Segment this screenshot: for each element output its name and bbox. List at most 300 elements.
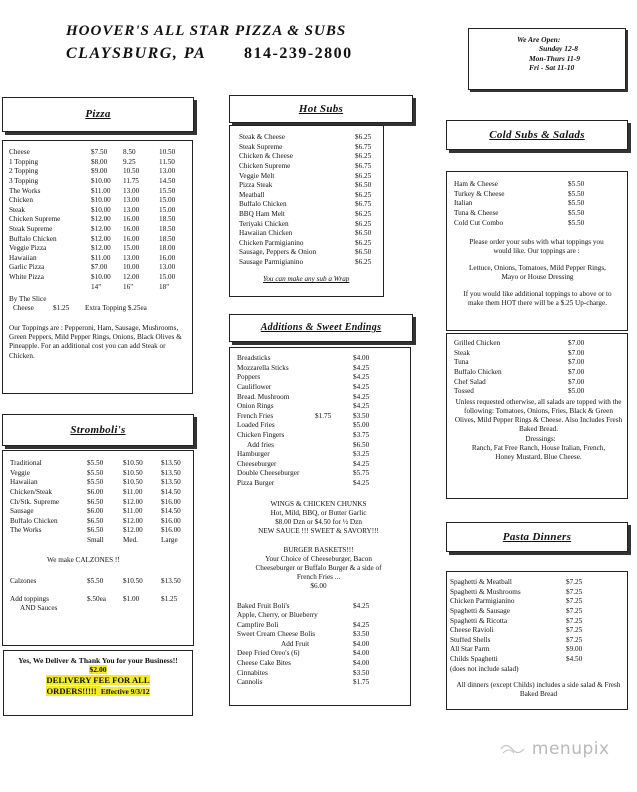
strombolis-title: Stromboli's [70, 423, 126, 436]
hot-sub-item [239, 171, 383, 181]
hot-sub-item-price: $6.25 [355, 172, 372, 180]
pizza-item [9, 282, 192, 292]
pasta-note: All dinners (except Childs) includes a side salad & Fresh Baked Bread [456, 680, 621, 698]
cold-sub-item-price: $5.50 [568, 219, 585, 227]
stromboli-item-price-small: $6.50 [87, 527, 104, 535]
addition-item [237, 392, 410, 402]
sweet-item-name: Cannolis [237, 679, 263, 687]
stromboli-item [10, 459, 193, 469]
salad-item-price: $7.00 [568, 359, 585, 367]
hot-sub-item-price: $6.50 [355, 182, 372, 190]
salad-item-name: Grilled Chicken [454, 340, 501, 348]
pasta-item-price: $7.25 [566, 607, 583, 615]
hours-line: Fri - Sat 11-10 [529, 63, 575, 73]
pizza-item-name: Chicken [9, 197, 33, 205]
add-toppings-price-med: $1.00 [123, 596, 140, 604]
pizza-item-price-18: 16.00 [159, 254, 176, 262]
delivery-thanks: Yes, We Deliver & Thank You for your Business!! [18, 656, 178, 665]
hot-sub-item [239, 143, 383, 153]
hot-sub-item [239, 133, 383, 143]
additions-title: Additions & Sweet Endings [260, 322, 382, 333]
pizza-item-price-18: 18" [159, 283, 170, 291]
salad-item-price: $7.00 [568, 378, 585, 386]
addition-item-price: $4.25 [353, 479, 370, 487]
hot-sub-item-price: $6.25 [355, 258, 372, 266]
cold-sub-item-name: Turkey & Cheese [454, 190, 505, 198]
pizza-item-price-16: 15.00 [123, 245, 140, 253]
stromboli-item [10, 469, 193, 479]
addition-item-name: Hamburger [237, 451, 270, 459]
addition-item-name: Pizza Burger [237, 479, 275, 487]
pizza-item-name: Veggie Pizza [9, 245, 47, 253]
salads-dressings-label: Dressings: [525, 434, 556, 443]
pizza-item-name: 2 Topping [9, 168, 39, 176]
addition-item [237, 469, 410, 479]
cold-subs-toppings-note: Lettuce, Onions, Tomatoes, Mild Pepper Rings, Mayo or House Dressing [469, 263, 606, 281]
add-toppings-price-large: $1.25 [161, 596, 178, 604]
hot-sub-item [239, 181, 383, 191]
salad-item-name: Buffalo Chicken [454, 368, 502, 376]
salads-toppings-note: Unless requested otherwise, all salads are topped with the following: Tomatoes, Onions, Fries, Black & Green Olives, Mild Pepper Rings & Cheese. Also Includes Fresh Baked Bread. [454, 397, 623, 433]
hot-sub-item-name: Meatball [239, 191, 265, 199]
pasta-item [450, 578, 627, 588]
stromboli-item-price-small: $5.50 [87, 469, 104, 477]
sweet-item [237, 611, 410, 621]
addition-item-name: French Fries [237, 412, 274, 420]
hot-subs-title-box [229, 95, 413, 123]
pasta-item-price: $9.00 [566, 646, 583, 654]
stromboli-item-price-small: $6.50 [87, 517, 104, 525]
sweet-item-price: $4.25 [353, 621, 370, 629]
hot-sub-item [239, 258, 383, 268]
stromboli-item [10, 517, 193, 527]
delivery-box [3, 650, 193, 716]
stromboli-item-price-large: $14.50 [161, 508, 181, 516]
stromboli-item-price-large: $13.50 [161, 469, 181, 477]
pasta-item-price: $7.25 [566, 588, 583, 596]
slice-cheese: Cheese [13, 305, 34, 313]
pizza-item [9, 158, 192, 168]
pasta-item [450, 655, 627, 665]
pizza-item-price-16: 11.75 [123, 177, 139, 185]
sweet-item [237, 678, 410, 688]
slice-extra-topping: Extra Topping $.25ea [85, 305, 147, 313]
pizza-item-price-18: 18.50 [159, 225, 176, 233]
calzones-row [10, 577, 193, 587]
watermark-text: menupix [531, 739, 610, 759]
pizza-item-name: Steak Supreme [9, 225, 53, 233]
sweet-item-name: Campfire Boli [237, 621, 279, 629]
pizza-item-price-14: $7.50 [91, 149, 108, 157]
wings-flavors: Hot, Mild, BBQ, or Butter Garlic [270, 509, 367, 518]
sweet-item [237, 649, 410, 659]
calzones-note: We make CALZONES !! [47, 556, 120, 565]
pizza-item-price-16: 13.00 [123, 206, 140, 214]
pizza-item-price-18: 15.50 [159, 187, 176, 195]
addition-item [237, 354, 410, 364]
hot-sub-item [239, 229, 383, 239]
pizza-item-name: White Pizza [9, 273, 44, 281]
salad-item [454, 387, 627, 397]
salad-item-price: $5.00 [568, 388, 585, 396]
hot-sub-item-price: $6.75 [355, 143, 372, 151]
stromboli-item-price-med: $10.50 [123, 479, 143, 487]
salad-item [454, 339, 627, 349]
additions-title-box [229, 314, 413, 342]
hot-sub-item [239, 152, 383, 162]
pasta-item [450, 645, 627, 655]
cold-sub-item [454, 209, 627, 219]
stromboli-item-name: Veggie [10, 469, 30, 477]
pizza-item-price-14: $12.00 [91, 216, 111, 224]
stromboli-item-price-large: $16.00 [161, 498, 181, 506]
sweet-item [237, 601, 410, 611]
pizza-item-price-18: 10.50 [159, 149, 176, 157]
hot-subs-title: Hot Subs [298, 102, 344, 115]
stromboli-item-price-med: $12.00 [123, 527, 143, 535]
sweet-item-name: Apple, Cherry, or Blueberry [237, 612, 318, 620]
pizza-item [9, 225, 192, 235]
cold-sub-item [454, 199, 627, 209]
baskets-title: BURGER BASKETS!!! [283, 546, 354, 555]
pizza-item-price-18: 13.00 [159, 168, 176, 176]
hours-title: We Are Open: [517, 35, 561, 44]
restaurant-header [66, 22, 426, 68]
hot-sub-item [239, 191, 383, 201]
hot-sub-item-name: Steak & Cheese [239, 134, 285, 142]
hot-sub-item-name: Buffalo Chicken [239, 201, 287, 209]
restaurant-phone[interactable]: 814-239-2800 [244, 45, 353, 62]
pizza-item-price-14: $12.00 [91, 245, 111, 253]
pasta-item-name: Spaghetti & Ricotta [450, 617, 508, 625]
sweet-item-price: $4.00 [353, 640, 370, 648]
stromboli-item [10, 488, 193, 498]
salad-item [454, 358, 627, 368]
sweet-item-price: $4.25 [353, 602, 370, 610]
addition-item-name: Onion Rings [237, 403, 274, 411]
pasta-item-name: Stuffed Shells [450, 636, 491, 644]
baskets-desc: Your Choice of Cheeseburger, Bacon Cheeseburger or Buffalo Burger & a side of French Fries ... [255, 555, 382, 582]
salads-section [446, 333, 628, 499]
hot-sub-item-name: Veggie Melt [239, 172, 275, 180]
addition-item-name: Double Cheeseburger [237, 470, 300, 478]
addition-item-price: $3.25 [353, 451, 370, 459]
pasta-item-name: Chicken Parmigianino [450, 598, 515, 606]
pasta-item-price: $7.25 [566, 579, 583, 587]
add-toppings-name2: AND Sauces [20, 603, 58, 612]
salad-item-name: Tuna [454, 359, 469, 367]
stromboli-item-price-large: $13.50 [161, 479, 181, 487]
pizza-item-price-16: 16.00 [123, 235, 140, 243]
addition-item [237, 479, 410, 489]
pizza-item-price-14: $12.00 [91, 225, 111, 233]
hot-sub-item-price: $6.75 [355, 162, 372, 170]
cold-sub-item-price: $5.50 [568, 190, 585, 198]
cold-sub-item-name: Ham & Cheese [454, 181, 498, 189]
calzones-price-large: $13.50 [161, 577, 181, 585]
addition-item-name: Add fries [247, 441, 274, 449]
cold-sub-item-price: $5.50 [568, 209, 585, 217]
stromboli-item-price-small: $5.50 [87, 479, 104, 487]
hot-sub-item-name: Pizza Steak [239, 182, 273, 190]
stromboli-item [10, 526, 193, 536]
slice-cheese-price: $1.25 [53, 305, 70, 313]
addition-item-name: Bread. Mushroom [237, 393, 290, 401]
addition-item [237, 402, 410, 412]
stromboli-item [10, 536, 193, 546]
stromboli-item-price-small: $5.50 [87, 460, 104, 468]
salad-item-price: $7.00 [568, 349, 585, 357]
pasta-section [446, 571, 628, 710]
pizza-item-price-14: $8.00 [91, 158, 108, 166]
pasta-title: Pasta Dinners [502, 530, 572, 543]
pizza-item [9, 177, 192, 187]
pizza-item [9, 148, 192, 158]
pizza-item [9, 167, 192, 177]
hot-sub-item-name: Sausage Parmigianino [239, 258, 304, 266]
salad-item-name: Chef Salad [454, 378, 486, 386]
pasta-item [450, 607, 627, 617]
stromboli-item-price-large: $16.00 [161, 527, 181, 535]
hot-sub-item-name: Steak Supreme [239, 143, 283, 151]
slice-label: By The Slice [9, 294, 47, 303]
stromboli-item-name: Chicken/Steak [10, 488, 52, 496]
pizza-item-price-14: $10.00 [91, 177, 111, 185]
pizza-item [9, 196, 192, 206]
pizza-item-price-18: 18.50 [159, 216, 176, 224]
hot-subs-section [229, 125, 384, 297]
sweet-item [237, 668, 410, 678]
sweet-item-name: Cinnabites [237, 669, 268, 677]
salad-item-price: $7.00 [568, 368, 585, 376]
cold-subs-hot-note: If you would like additional toppings to above or to make them HOT there will be a $.25 Up-charge. [463, 289, 612, 307]
hot-sub-item [239, 219, 383, 229]
pizza-item [9, 206, 192, 216]
hot-sub-item-name: Teriyaki Chicken [239, 220, 289, 228]
stromboli-item-name: Traditional [10, 460, 42, 468]
pizza-item [9, 186, 192, 196]
pasta-item [450, 664, 627, 674]
restaurant-location: CLAYSBURG, PA [66, 45, 207, 62]
cold-sub-item-price: $5.50 [568, 181, 585, 189]
hours-line: Mon-Thurs 11-9 [529, 53, 581, 63]
pizza-item-price-16: 16.00 [123, 216, 140, 224]
cold-sub-item-name: Cold Cut Combo [454, 219, 504, 227]
pizza-item-price-18: 11.50 [159, 158, 175, 166]
sweet-item-price: $3.50 [353, 631, 370, 639]
pizza-item-price-16: 10.50 [123, 168, 140, 176]
stromboli-item-price-med: $11.00 [123, 488, 143, 496]
stromboli-item-price-med: $10.50 [123, 460, 143, 468]
hot-sub-item-price: $6.25 [355, 153, 372, 161]
stromboli-item-price-med: $10.50 [123, 469, 143, 477]
pasta-item-price: $7.25 [566, 636, 583, 644]
pizza-item-price-14: 14" [91, 283, 102, 291]
addition-item-small-price: $1.75 [315, 412, 332, 420]
pizza-item-name: Buffalo Chicken [9, 235, 57, 243]
cold-subs-title-box [446, 120, 628, 150]
hot-sub-item-price: $6.25 [355, 191, 372, 199]
hot-sub-item-price: $6.25 [355, 210, 372, 218]
hot-sub-item-price: $6.25 [355, 134, 372, 142]
hours-box [468, 28, 626, 90]
cold-sub-item-name: Tuna & Cheese [454, 209, 499, 217]
addition-item-price: $5.00 [353, 422, 370, 430]
pizza-title-box [2, 97, 194, 132]
addition-item-name: Poppers [237, 374, 261, 382]
salad-item [454, 377, 627, 387]
hot-sub-item-name: Sausage, Peppers & Onion [239, 249, 317, 257]
stromboli-item-price-med: Med. [123, 536, 138, 544]
addition-item-price: $3.75 [353, 431, 370, 439]
cold-sub-item [454, 180, 627, 190]
additions-section [229, 347, 411, 706]
pasta-item-price: $7.25 [566, 617, 583, 625]
pizza-item-price-14: $11.00 [91, 254, 111, 262]
pizza-item-price-18: 14.50 [159, 177, 176, 185]
pizza-item-price-16: 12.00 [123, 273, 140, 281]
hot-sub-item-name: Chicken Parmigianino [239, 239, 304, 247]
pizza-item [9, 234, 192, 244]
sweet-item-price: $3.50 [353, 669, 370, 677]
hot-sub-item-name: Hawaiian Chicken [239, 230, 293, 238]
pizza-item-price-18: 18.00 [159, 245, 176, 253]
salad-item-name: Steak [454, 349, 470, 357]
hot-sub-item [239, 162, 383, 172]
pizza-item-price-14: $12.00 [91, 235, 111, 243]
addition-item-name: Loaded Fries [237, 422, 275, 430]
addition-item-price: $4.25 [353, 374, 370, 382]
hot-sub-item [239, 248, 383, 258]
pasta-item-name: (does not include salad) [450, 665, 519, 673]
pizza-item-price-14: $11.00 [91, 187, 111, 195]
addition-item [237, 383, 410, 393]
pizza-section [2, 140, 193, 394]
cold-subs-order-note: Please order your subs with what toppings you would like. Our toppings are : [469, 237, 604, 255]
stromboli-item-price-small: $6.50 [87, 498, 104, 506]
pizza-item-price-14: $9.00 [91, 168, 108, 176]
pizza-item-price-16: 10.00 [123, 264, 140, 272]
addition-item-name: Cauliflower [237, 383, 272, 391]
stromboli-item-price-large: $14.50 [161, 488, 181, 496]
pizza-item-price-18: 15.00 [159, 197, 176, 205]
pizza-item-name: The Works [9, 187, 41, 195]
sweet-item-name: Deep Fried Oreo's (6) [237, 650, 300, 658]
stromboli-item-name: Hawaiian [10, 479, 38, 487]
hot-sub-item-name: Chicken Supreme [239, 162, 291, 170]
pizza-item [9, 244, 192, 254]
stromboli-item-name: Sausage [10, 508, 34, 516]
addition-item [237, 421, 410, 431]
pizza-toppings-note: Our Toppings are : Pepperoni, Ham, Sausage, Mushrooms, Green Peppers, Mild Pepper Rings, Onions, Black Olives & Pineapple. For an additional cost you can add Steak or Chicken. [9, 323, 182, 360]
sweet-item-name: Cheese Cake Bites [237, 660, 291, 668]
delivery-effective: Effective 9/3/12 [100, 686, 150, 696]
stromboli-item-name: The Works [10, 527, 42, 535]
sweet-item [237, 630, 410, 640]
pasta-item-name: Cheese Ravioli [450, 627, 494, 635]
cold-subs-section [446, 171, 628, 331]
pizza-item-price-16: 9.25 [123, 158, 136, 166]
pizza-item-price-14: $10.00 [91, 273, 111, 281]
pizza-item [9, 215, 192, 225]
sweet-item [237, 621, 410, 631]
addition-item-price: $4.25 [353, 364, 370, 372]
hot-sub-item-name: BBQ Ham Melt [239, 210, 285, 218]
hot-sub-item-price: $6.75 [355, 201, 372, 209]
pizza-item-name: 1 Topping [9, 158, 39, 166]
pasta-item-price: $7.25 [566, 627, 583, 635]
calzones-price-med: $10.50 [123, 577, 143, 585]
sweet-item-price: $1.75 [353, 679, 370, 687]
pasta-title-box [446, 522, 628, 552]
delivery-fee: $2.00 [89, 665, 107, 675]
salad-item [454, 349, 627, 359]
addition-item [237, 440, 410, 450]
sweet-item [237, 659, 410, 669]
add-toppings-name: Add toppings [10, 596, 49, 604]
sweet-item-price: $4.00 [353, 650, 370, 658]
stromboli-item-price-med: $12.00 [123, 517, 143, 525]
pasta-item [450, 636, 627, 646]
pizza-item-name: Hawaiian [9, 254, 37, 262]
addition-item [237, 373, 410, 383]
addition-item-name: Mozzarella Sticks [237, 364, 289, 372]
pizza-item-price-18: 15.00 [159, 273, 176, 281]
stromboli-item-name: Ch/Stk. Supreme [10, 498, 60, 506]
cold-sub-item-price: $5.50 [568, 200, 585, 208]
addition-item-name: Breadsticks [237, 355, 271, 363]
hot-sub-item [239, 239, 383, 249]
strombolis-section [2, 450, 194, 646]
pizza-item-price-16: 13.00 [123, 187, 140, 195]
cold-subs-title: Cold Subs & Salads [489, 128, 585, 141]
cold-sub-item [454, 190, 627, 200]
stromboli-item-price-small: $6.00 [87, 508, 104, 516]
pizza-item-name: Cheese [9, 149, 30, 157]
hot-sub-item-price: $6.25 [355, 220, 372, 228]
add-toppings-price-small: $.50ea [87, 596, 106, 604]
stromboli-item [10, 507, 193, 517]
hot-sub-item [239, 200, 383, 210]
addition-item-price: $4.25 [353, 460, 370, 468]
wings-title: WINGS & CHICKEN CHUNKS [270, 500, 367, 509]
pasta-item [450, 597, 627, 607]
pasta-item-name: Spaghetti & Mushrooms [450, 588, 521, 596]
wrap-note: You can make any sub a Wrap [263, 275, 350, 284]
pizza-item-price-16: 13.00 [123, 197, 140, 205]
salad-item [454, 368, 627, 378]
hot-sub-item-price: $6.50 [355, 230, 372, 238]
pizza-item-price-16: 13.00 [123, 254, 140, 262]
stromboli-item-price-med: $12.00 [123, 498, 143, 506]
salad-item-name: Tossed [454, 388, 474, 396]
restaurant-name: HOOVER'S ALL STAR PIZZA & SUBS [66, 23, 347, 39]
cold-sub-item-name: Italian [454, 200, 473, 208]
pizza-item-price-18: 15.00 [159, 206, 176, 214]
addition-item-price: $3.50 [353, 412, 370, 420]
baskets-price: $6.00 [310, 582, 327, 591]
pasta-item-name: All Star Parm [450, 646, 490, 654]
addition-item [237, 431, 410, 441]
pasta-item-name: Childs Spaghetti [450, 655, 498, 663]
pizza-item-name: 3 Topping [9, 177, 39, 185]
wings-new-sauce: NEW SAUCE !!! SWEET & SAVORY!!! [258, 527, 379, 536]
addition-item-price: $4.25 [353, 383, 370, 391]
addition-item-price: $6.50 [353, 441, 370, 449]
addition-item-price: $4.25 [353, 393, 370, 401]
hot-sub-item-price: $6.50 [355, 249, 372, 257]
addition-item [237, 364, 410, 374]
